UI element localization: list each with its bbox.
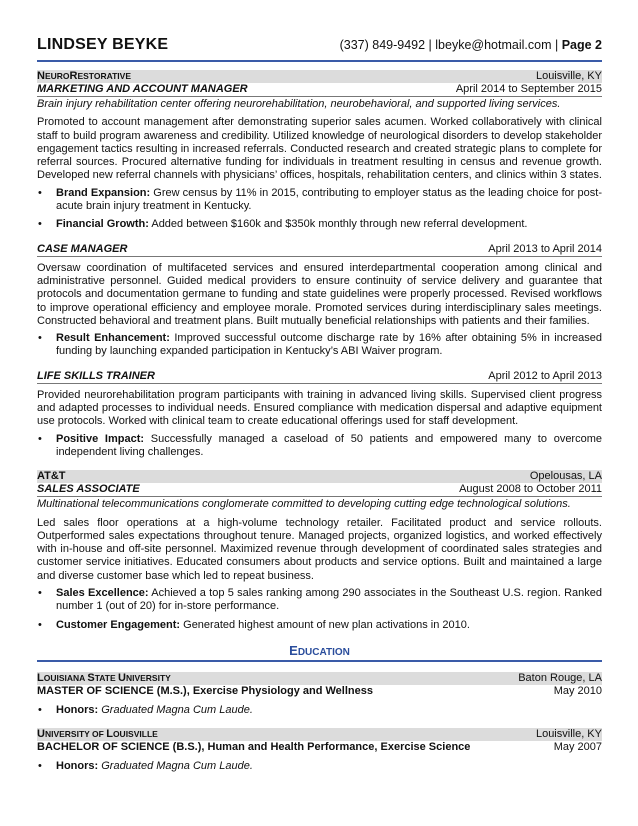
achievement-label: Result Enhancement: [56, 332, 170, 345]
org-cap: L [106, 728, 113, 741]
honors-label: Honors: [56, 760, 99, 773]
org-cap: U [37, 728, 45, 741]
achievement-text: Generated highest amount of new plan activations in 2010. [180, 618, 470, 631]
degree-date: May 2010 [553, 684, 602, 697]
honors-text: Graduated Magna Cum Laude. [98, 703, 253, 716]
achievement-item [37, 587, 602, 614]
school-name [37, 672, 171, 685]
achievement-item [37, 619, 602, 632]
job-summary: Promoted to account management after demonstrating superior sales acumen. Worked collaboratively with clinical staff to build program awareness and credibility. Utilized knowledge of neurological disorders to develop stakeholder engagement tactics resulting in increased referrals. Conducted research and created strategic plans to complete for referral sources. Procured alternative funding for individuals in treatment resulting in census and revenue growth. Developed new referral channels with physicians’ offices, hospitals, rehabilitation centers, and clinics within 3 states. [37, 116, 602, 182]
employer-location: Louisville, KY [535, 70, 602, 82]
org-sc: TATE [94, 672, 118, 683]
honors-list [37, 704, 602, 717]
school-location: Baton Rouge, LA [518, 671, 602, 684]
job-title-row [37, 483, 602, 497]
achievement-list [37, 433, 602, 460]
achievement-label: Positive Impact: [56, 432, 145, 445]
honors-item [37, 704, 602, 717]
employer-row [37, 470, 602, 483]
org-cap: N [37, 70, 45, 82]
job-title-row [37, 370, 602, 384]
honors-list [37, 760, 602, 773]
degree-name: BACHELOR OF SCIENCE (B.S.), Human and Health Performance, Exercise Science [37, 741, 471, 754]
employer-description: Brain injury rehabilitation center offering neurorehabilitation, neurobehavioral, and supported living services. [37, 98, 561, 110]
education-heading [37, 644, 602, 660]
heading-cap: E [289, 642, 298, 658]
job-title: SALES ASSOCIATE [37, 483, 140, 496]
org-cap: U [117, 671, 126, 684]
org-sc: OUISVILLE [112, 729, 158, 740]
org-sc: NIVERSITY OF [44, 729, 107, 740]
org-sc: NIVERSITY [125, 672, 171, 683]
achievement-item [37, 332, 602, 359]
achievement-list [37, 332, 602, 359]
achievement-text: Achieved a top 5 sales ranking among 290 associates in the Southeast U.S. region. Ranked number 1 (out of 20) for in-store performance. [56, 587, 603, 613]
org-cap: L [37, 671, 44, 684]
achievement-item [37, 187, 602, 214]
achievement-text: Successfully managed a caseload of 50 patients and empowered many to overcome independent living challenges. [56, 432, 602, 458]
contact-text: (337) 849-9492 | lbeyke@hotmail.com | [339, 38, 562, 52]
achievement-label: Financial Growth: [56, 218, 149, 231]
heading-sc: DUCATION [297, 646, 350, 658]
org-cap: S [87, 671, 95, 684]
job-dates: August 2008 to October 2011 [459, 483, 602, 496]
job-summary: Oversaw coordination of multifaceted services and ensured interdepartmental cooperation among clinical and administrative personnel. Guided medical providers to ensure continuity of service delivery and guarantee that protocols and documentation germane to funding and state guidelines were properly processed. Revised workflows to improve operational efficiency and employee morale. Promoted services during interdisciplinary sales meetings. Constructed behavioral and treatment plans. Built mutually beneficial relationships with patients and their families. [37, 261, 602, 327]
degree-row [37, 741, 602, 754]
achievement-label: Brand Expansion: [56, 186, 151, 199]
page-number: Page 2 [561, 38, 602, 52]
job-summary: Led sales floor operations at a high-volume technology retailer. Facilitated product and service rollouts. Outperformed sales expectations throughout tenure. Managed projects, organized logistics, and worked effectively with in-house and off-site personnel. Maximized revenue through development of coordinated sales strategies and customer service initiatives. Educated consumers about products and service options. Built and maintained a large and diverse customer base which led to repeat business. [37, 516, 602, 582]
job-dates: April 2012 to April 2013 [488, 369, 602, 382]
job-title: LIFE SKILLS TRAINER [37, 369, 155, 382]
job-summary: Provided neurorehabilitation program participants with training in advanced living skills. Supervised client progress and adapted processes to individual needs. Ensured compliance with medication dispersal and adaptive equipment use protocols. Worked with clinical team to create educational offerings used for staff development. [37, 388, 602, 428]
honors-label: Honors: [56, 703, 99, 716]
school-location: Louisville, KY [535, 728, 602, 741]
employer-description: Multinational telecommunications conglomerate committed to developing cutting edge technological solutions. [37, 498, 571, 511]
resume-page [37, 38, 602, 779]
employer-row [37, 70, 602, 83]
school-name [37, 728, 158, 741]
school-row [37, 672, 602, 685]
achievement-text: Improved successful outcome discharge rate by 16% after obtaining 5% in increased funding by launching expanded participation in Kentucky’s ABI Waiver program. [56, 332, 603, 358]
job-title-row [37, 83, 602, 97]
org-cap: R [69, 70, 78, 82]
contact-info [340, 39, 602, 52]
degree-name: MASTER OF SCIENCE (M.S.), Exercise Physiology and Wellness [37, 684, 373, 697]
honors-item [37, 760, 602, 773]
org-sc: ESTORATIVE [77, 71, 131, 81]
achievement-label: Sales Excellence: [56, 587, 149, 600]
achievement-item [37, 433, 602, 460]
job-title: MARKETING AND ACCOUNT MANAGER [37, 83, 248, 95]
employer-location: Opelousas, LA [529, 470, 602, 483]
achievement-list [37, 187, 602, 232]
achievement-item [37, 218, 602, 231]
job-title-row [37, 243, 602, 257]
honors-text: Graduated Magna Cum Laude. [98, 760, 253, 773]
job-dates: April 2014 to September 2015 [455, 83, 602, 95]
candidate-name: LINDSEY BEYKE [37, 36, 169, 53]
achievement-label: Customer Engagement: [56, 618, 181, 631]
employer-name: AT&T [37, 470, 66, 483]
achievement-text: Added between $160k and $350k monthly through new referral development. [148, 218, 528, 231]
org-sc: OUISIANA [43, 672, 88, 683]
page-header [37, 38, 602, 58]
employer-name [37, 70, 131, 83]
degree-date: May 2007 [553, 741, 602, 754]
school-row [37, 728, 602, 741]
degree-row [37, 685, 602, 698]
achievement-text: Grew census by 11% in 2015, contributing to employer status as the leading choice for post-acute brain injury treatment in Kentucky. [56, 186, 602, 213]
achievement-list [37, 587, 602, 632]
job-dates: April 2013 to April 2014 [488, 242, 602, 255]
job-title: CASE MANAGER [37, 242, 128, 255]
org-sc: EURO [44, 71, 70, 81]
